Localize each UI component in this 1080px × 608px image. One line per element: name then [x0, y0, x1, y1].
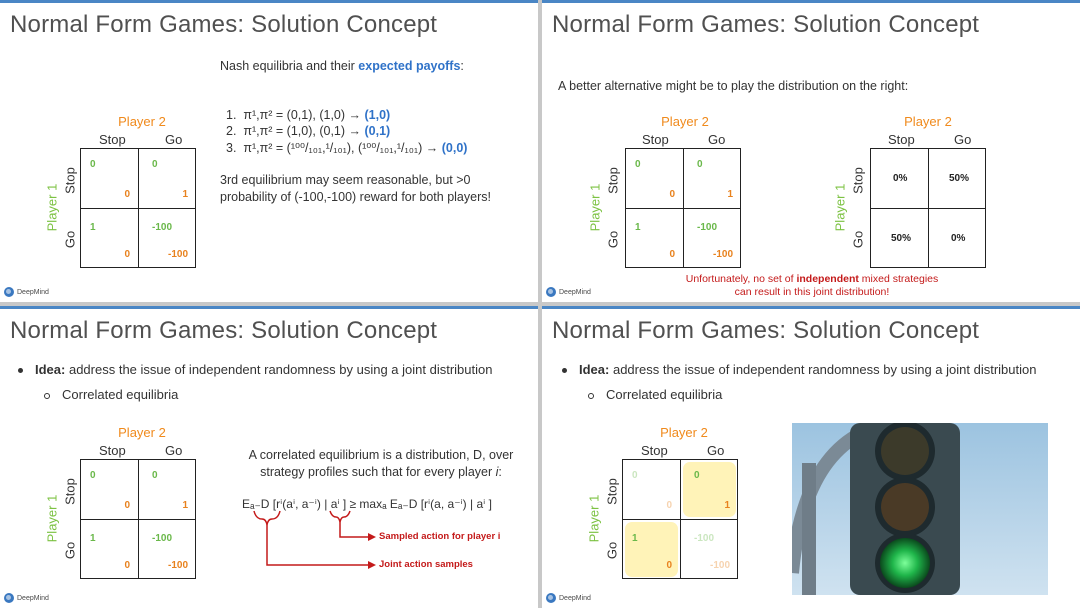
- bullet-circle-icon: [588, 393, 594, 399]
- col-header-go-dist: Go: [954, 132, 972, 147]
- row-header-go: Go: [62, 541, 78, 560]
- row-header-stop: Stop: [62, 167, 78, 194]
- player2-label: Player 2: [660, 425, 708, 440]
- definition-line-2: strategy profiles such that for every player i:: [260, 465, 502, 479]
- idea-bullet: Idea: address the issue of independent randomness by using a joint distribution: [18, 362, 492, 377]
- equilibrium-1: 1. π¹,π² = (0,1), (1,0) → (1,0): [226, 108, 391, 122]
- slide-title: Normal Form Games: Solution Concept: [10, 11, 438, 38]
- player1-label: Player 1: [586, 494, 602, 543]
- correlated-formula: Eₐ₋D [rⁱ(aⁱ, a⁻ⁱ) | aⁱ ] ≥ maxₐ Eₐ₋D [rⁱ(a, a⁻ⁱ) | aⁱ ]: [242, 497, 492, 511]
- definition-line-1: A correlated equilibrium is a distribution, D, over: [248, 448, 514, 462]
- payoff-matrix: 0 0 0 1 1 0 -100 -100: [625, 148, 741, 268]
- deepmind-logo-icon: [546, 287, 556, 297]
- slide-better-alternative[interactable]: [542, 0, 1080, 302]
- nash-intro: Nash equilibria and their expected payoffs:: [220, 59, 464, 73]
- idea-bullet: Idea: address the issue of independent randomness by using a joint distribution: [562, 362, 1036, 377]
- player2-label: Player 2: [118, 114, 166, 129]
- cell-go-go: -100 -100: [152, 222, 188, 260]
- slide-correlated-traffic[interactable]: [542, 306, 1080, 608]
- player2-label: Player 2: [118, 425, 166, 440]
- formula-brackets: [250, 509, 390, 579]
- slide-title: Normal Form Games: Solution Concept: [10, 317, 438, 344]
- slide-title: Normal Form Games: Solution Concept: [552, 317, 980, 344]
- bullet-circle-icon: [44, 393, 50, 399]
- cell-stop-stop: 0 0: [90, 159, 130, 200]
- payoff-matrix: 0 0 0 1 1 0 -100 -100: [80, 459, 196, 579]
- player2-label: Player 2: [661, 114, 709, 129]
- col-header-stop-dist: Stop: [888, 132, 915, 147]
- col-header-go: Go: [165, 132, 183, 147]
- col-header-stop: Stop: [99, 132, 126, 147]
- player1-label: Player 1: [587, 183, 603, 232]
- row-header-stop: Stop: [605, 167, 621, 194]
- cell-stop-go: 0 1: [152, 159, 188, 200]
- payoff-matrix-highlighted: 0 0 0 1 1 0 -100 -100: [622, 459, 738, 579]
- alternative-intro: A better alternative might be to play the distribution on the right:: [558, 79, 909, 93]
- col-header-stop: Stop: [99, 443, 126, 458]
- sub-bullet: Correlated equilibria: [44, 387, 178, 402]
- slide-nash-equilibria[interactable]: [0, 0, 538, 302]
- joint-distribution-matrix: 0% 50% 50% 0%: [870, 148, 986, 268]
- bullet-dot-icon: [562, 368, 567, 373]
- col-header-stop: Stop: [641, 443, 668, 458]
- player1-label-dist: Player 1: [832, 183, 848, 232]
- col-header-go: Go: [707, 443, 725, 458]
- joint-samples-label: Joint action samples: [379, 559, 473, 570]
- deepmind-logo-icon: [4, 593, 14, 603]
- footer: DeepMind: [546, 287, 591, 297]
- row-header-go-dist: Go: [850, 230, 866, 249]
- col-header-go: Go: [165, 443, 183, 458]
- payoff-matrix: [80, 148, 196, 268]
- player1-label: Player 1: [44, 183, 60, 232]
- col-header-stop: Stop: [642, 132, 669, 147]
- slide-title: Normal Form Games: Solution Concept: [552, 11, 980, 38]
- row-header-go: Go: [604, 541, 620, 560]
- note-line-2: probability of (-100,-100) reward for both players!: [220, 190, 491, 204]
- row-header-stop: Stop: [62, 478, 78, 505]
- slide-correlated-definition[interactable]: [0, 306, 538, 608]
- player2-label-dist: Player 2: [904, 114, 952, 129]
- deepmind-logo-icon: [546, 593, 556, 603]
- equilibrium-3: 3. π¹,π² = (¹⁰⁰/₁₀₁,¹/₁₀₁), (¹⁰⁰/₁₀₁,¹/₁₀₁) → (0,0): [226, 141, 468, 155]
- col-header-go: Go: [708, 132, 726, 147]
- bullet-dot-icon: [18, 368, 23, 373]
- footer: DeepMind: [546, 593, 591, 603]
- traffic-light-photo: [792, 423, 1048, 595]
- row-header-stop: Stop: [604, 478, 620, 505]
- footer: DeepMind: [4, 593, 49, 603]
- note-line-1: 3rd equilibrium may seem reasonable, but >0: [220, 173, 471, 187]
- sampled-action-label: Sampled action for player i: [379, 531, 501, 542]
- warning-line-2: can result in this joint distribution!: [734, 286, 890, 298]
- deepmind-logo-icon: [4, 287, 14, 297]
- row-header-go: Go: [605, 230, 621, 249]
- row-header-go: Go: [62, 230, 78, 249]
- sub-bullet: Correlated equilibria: [588, 387, 722, 402]
- footer: DeepMind: [4, 287, 49, 297]
- warning-line-1: Unfortunately, no set of independent mixed strategies: [685, 273, 939, 285]
- cell-go-stop: 1 0: [90, 222, 130, 260]
- equilibrium-2: 2. π¹,π² = (1,0), (0,1) → (0,1): [226, 124, 391, 138]
- player1-label: Player 1: [44, 494, 60, 543]
- row-header-stop-dist: Stop: [850, 167, 866, 194]
